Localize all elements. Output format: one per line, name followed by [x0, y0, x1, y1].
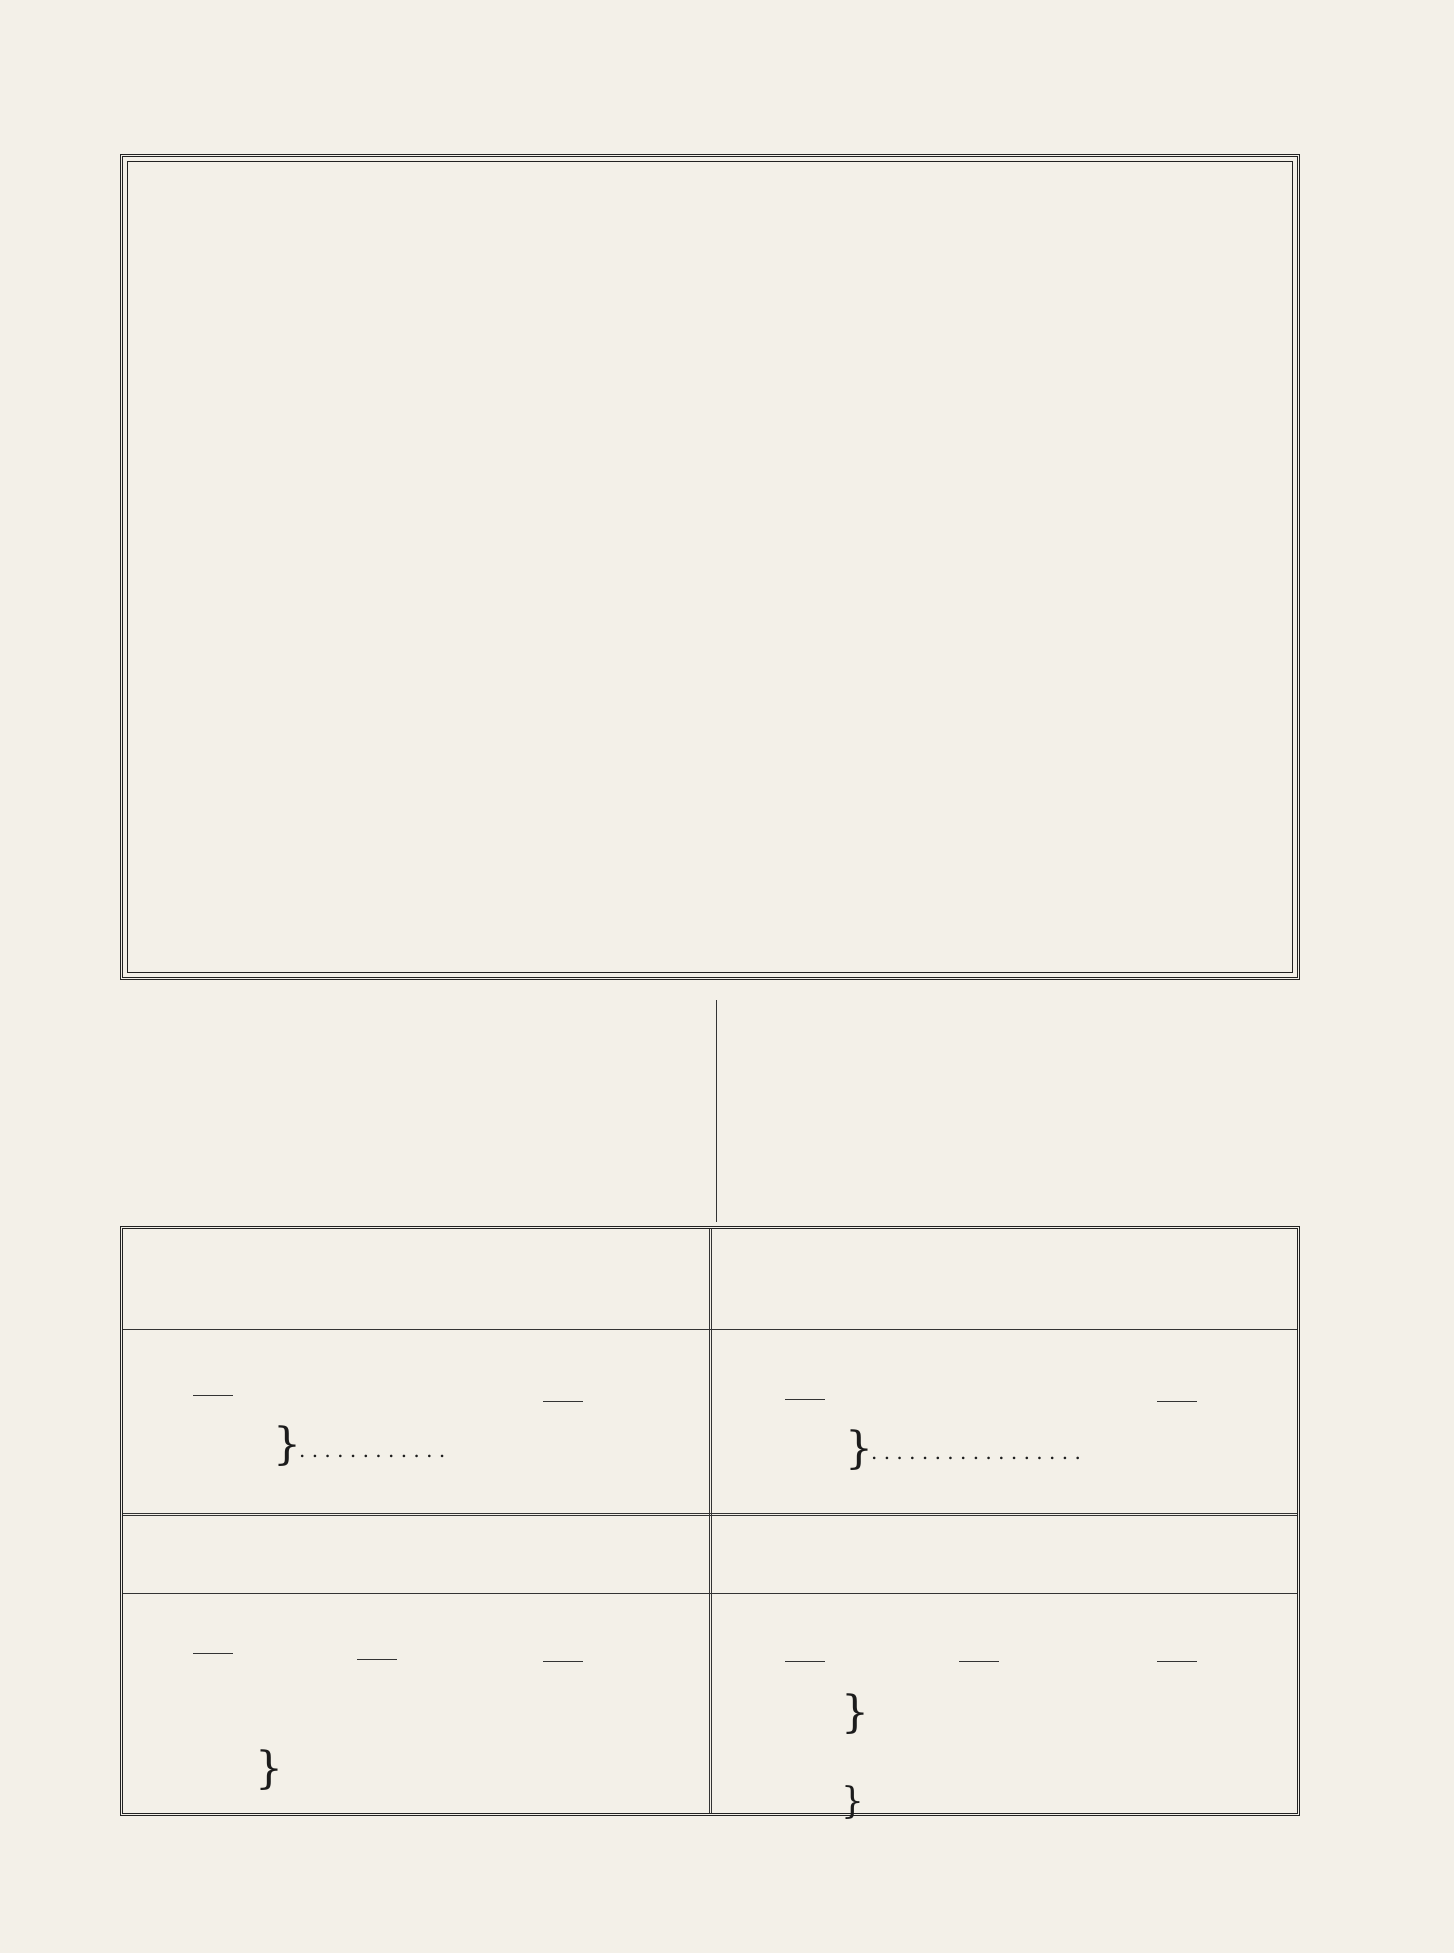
rule [193, 1395, 233, 1396]
rule [543, 1401, 583, 1402]
brace-icon: } [841, 1781, 864, 1822]
rule [1157, 1661, 1197, 1662]
mail-vertical-divider [709, 1229, 712, 1813]
rule [543, 1661, 583, 1662]
traffic-table-inner [127, 161, 1293, 973]
dot-leader: . . . . . . . . . . . . . . . . . [871, 1440, 1081, 1464]
rule [1157, 1401, 1197, 1402]
dot-leader: . . . . . . . . . . . . [299, 1438, 446, 1462]
running-header [0, 66, 1454, 106]
brace-icon: } [841, 1687, 869, 1738]
mail-rule-1 [123, 1329, 1297, 1330]
rule [357, 1659, 397, 1660]
rule [959, 1661, 999, 1662]
mail-schedule [120, 1226, 1300, 1822]
mail-rule-2 [123, 1593, 1297, 1594]
rule [785, 1399, 825, 1400]
rule [785, 1661, 825, 1662]
brace-icon: } [845, 1423, 873, 1474]
brace-icon: } [273, 1419, 301, 1470]
mail-horizontal-divider [123, 1513, 1297, 1516]
rule [193, 1653, 233, 1654]
prose-divider [716, 1000, 717, 1222]
traffic-table [120, 154, 1300, 980]
brace-icon: } [255, 1743, 283, 1794]
